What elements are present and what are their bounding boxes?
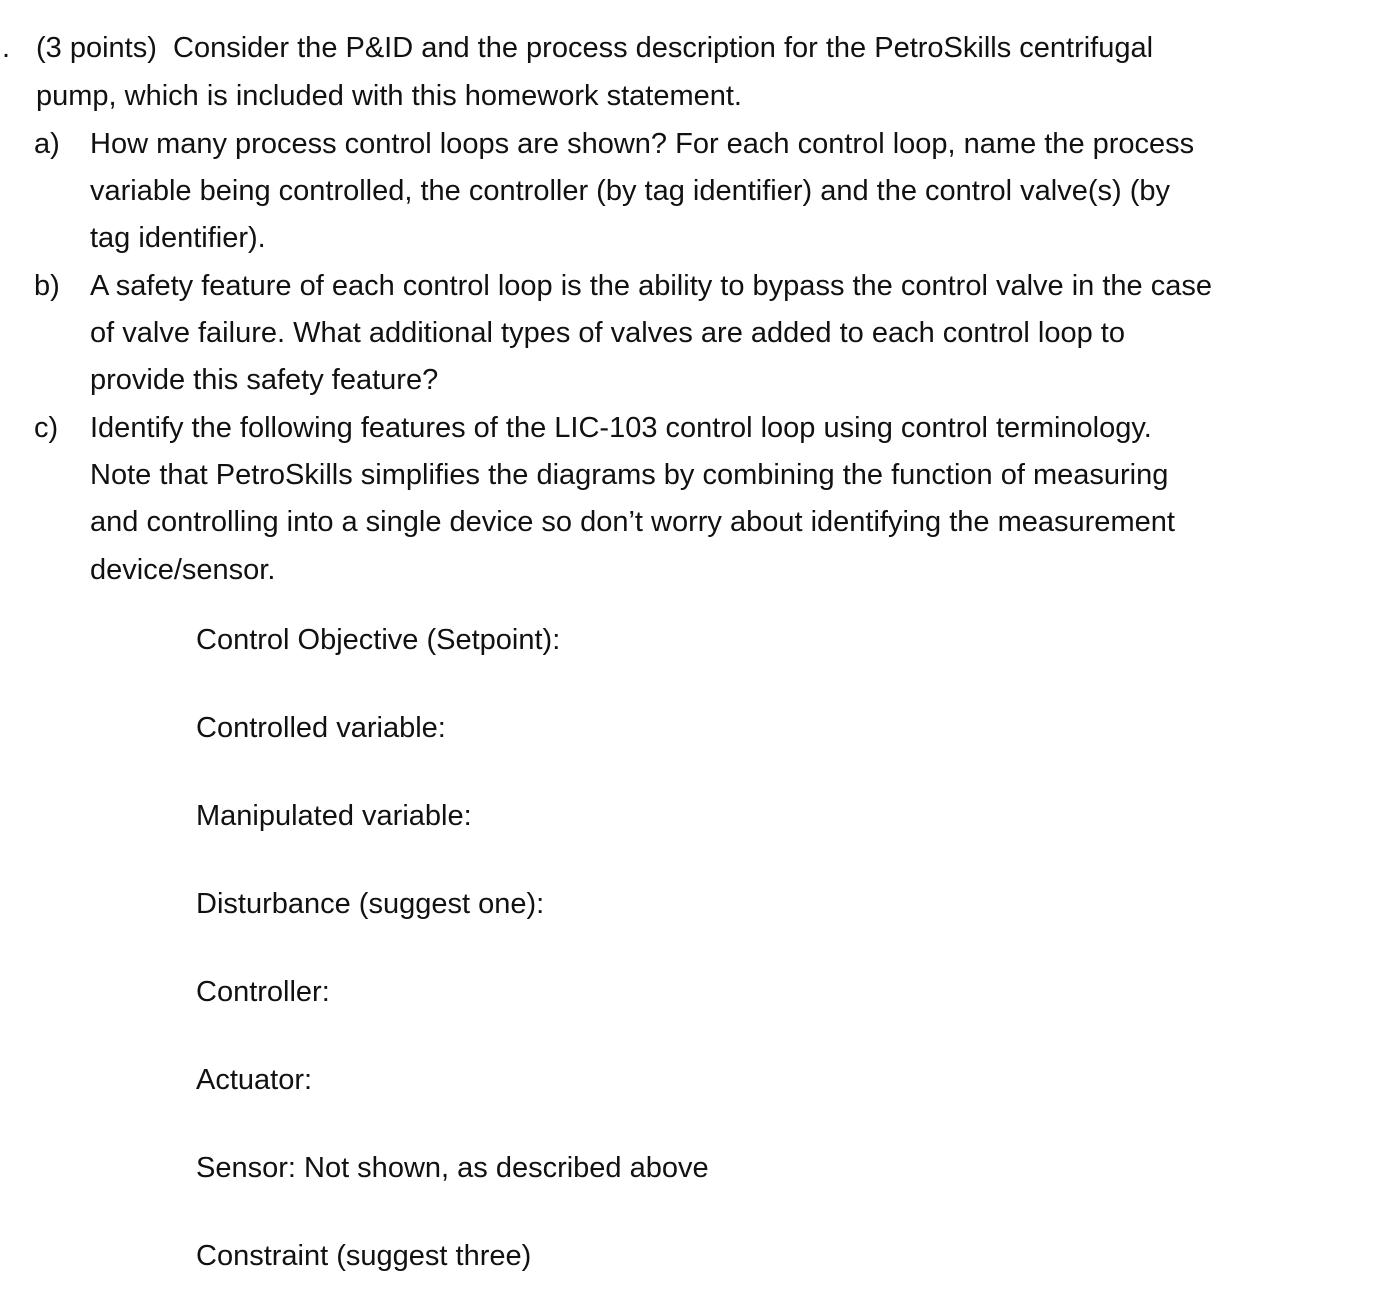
field-controlled-variable: Controlled variable: [196,712,446,744]
question-number: . [2,32,11,64]
part-c-line-1: Identify the following features of the LIC-103 control loop using control terminology. [90,412,1152,444]
part-c-line-2: Note that PetroSkills simplifies the diagrams by combining the function of measuring [90,459,1169,491]
question-intro-text: Consider the P&ID and the process description for the PetroSkills centrifugal [173,32,1154,64]
field-controller: Controller: [196,976,330,1008]
field-actuator: Actuator: [196,1064,313,1096]
part-c-line-4: device/sensor. [90,554,276,586]
part-b-line-3: provide this safety feature? [90,364,439,396]
field-control-objective: Control Objective (Setpoint): [196,624,561,656]
part-b-line-1: A safety feature of each control loop is the ability to bypass the control valve in the case [90,270,1212,302]
field-constraint: Constraint (suggest three) [196,1240,532,1272]
field-manipulated-variable: Manipulated variable: [196,800,472,832]
part-b-label: b) [34,270,60,302]
part-a-line-1: How many process control loops are shown? For each control loop, name the process [90,128,1195,160]
question-points: (3 points) [36,32,157,64]
part-a-label: a) [34,128,60,160]
part-a-line-3: tag identifier). [90,222,266,254]
field-sensor: Sensor: Not shown, as described above [196,1152,709,1184]
question-intro-line-1 [36,30,1153,66]
part-b-line-2: of valve failure. What additional types of valves are added to each control loop to [90,317,1125,349]
question-intro-line-2: pump, which is included with this homework statement. [36,80,742,112]
part-c-line-3: and controlling into a single device so don’t worry about identifying the measurement [90,506,1175,538]
part-a-line-2: variable being controlled, the controller (by tag identifier) and the control valve(s) (by [90,175,1170,207]
part-c-label: c) [34,412,59,444]
field-disturbance: Disturbance (suggest one): [196,888,545,920]
